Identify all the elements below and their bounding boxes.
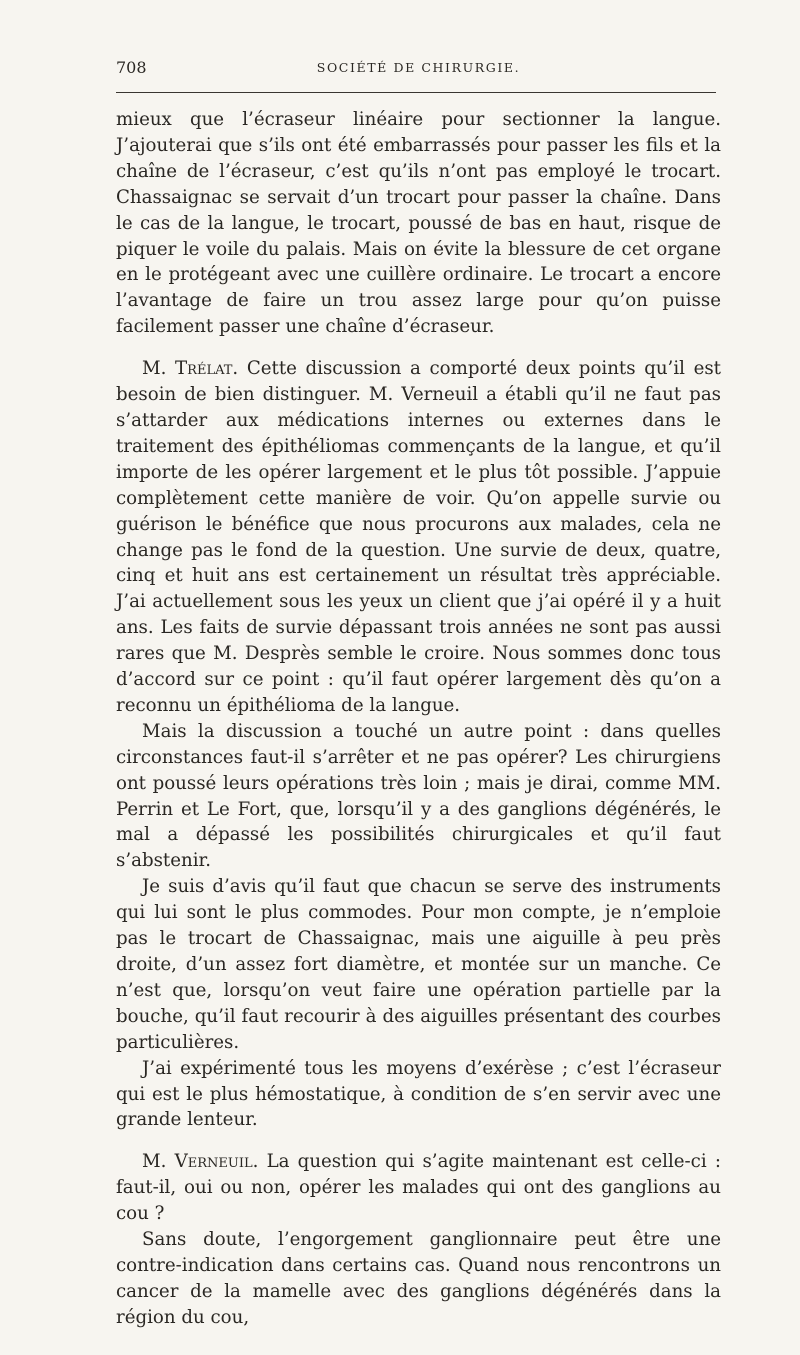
speaker-name-verneuil: Verneuil	[174, 1151, 253, 1173]
paragraph-4-text: Je suis d’avis qu’il faut que chacun se serve des instruments qui lui sont le plus commodes. Pour mon compte, je n’emploie pas le trocart de Chassaignac, mais une aiguille à peu près droite, d’un assez fort diamètre, et montée sur un manche. Ce n’est que, lorsqu’on veut faire une opération partielle par la bouche, qu’il faut recourir à des aiguilles présentant des courbes particulières.	[116, 876, 721, 1053]
page-number: 708	[116, 58, 147, 77]
speaker-prefix: M.	[142, 358, 176, 380]
paragraph-5-text: J’ai expérimenté tous les moyens d’exérèse ; c’est l’écraseur qui est le plus hémostatique, à condition de s’en servir avec une grande lenteur.	[116, 1057, 721, 1131]
paragraph-2	[116, 356, 721, 719]
paragraph-7	[116, 1227, 721, 1331]
speaker-name-trelat: Trélat	[175, 358, 233, 380]
paragraph-5	[116, 1056, 721, 1134]
paragraph-3	[116, 719, 721, 874]
speaker-prefix: M.	[142, 1151, 175, 1173]
paragraph-7-text: Sans doute, l’engorgement ganglionnaire peut être une contre-indication dans certains cas. Quand nous rencontrons un cancer de la mamelle avec des ganglions dégénérés dans la région du cou,	[116, 1229, 721, 1328]
paragraph-6	[116, 1149, 721, 1227]
paragraph-3-text: Mais la discussion a touché un autre point : dans quelles circonstances faut-il s’arrêter et ne pas opérer? Les chirurgiens ont poussé leurs opérations très loin ; mais je dirai, comme MM. Perrin et Le Fort, que, lorsqu’il y a des ganglions dégénérés, le mal a dépassé les possibilités chirurgicales et qu’il faut s’abstenir.	[116, 720, 721, 872]
paragraph-1-text: mieux que l’écraseur linéaire pour sectionner la langue. J’ajouterai que s’ils ont été embarrassés pour passer les fils et la chaîne de l’écraseur, c’est qu’ils n’ont pas employé le trocart. Chassaignac se servait d’un trocart pour passer la chaîne. Dans le cas de la langue, le trocart, poussé de bas en haut, risque de piquer le voile du palais. Mais on évite la blessure de cet organe en le protégeant avec une cuillère ordinaire. Le trocart a encore l’avantage de faire un trou assez large pour qu’on puisse facilement passer une chaîne d’écraseur.	[116, 109, 721, 338]
running-title: SOCIÉTÉ DE CHIRURGIE.	[316, 60, 521, 75]
paragraph-4	[116, 874, 721, 1055]
header-rule	[116, 92, 716, 93]
paragraph-2-text: . Cette discussion a comporté deux points qu’il est besoin de bien distinguer. M. Verneuil a établi qu’il ne faut pas s’attarder aux médications internes ou externes dans le traitement des épithéliomas commençants de la langue, et qu’il importe de les opérer largement et le plus tôt possible. J’appuie complètement cette manière de voir. Qu’on appelle survie ou guérison le bénéfice que nous procurons aux malades, cela ne change pas le fond de la question. Une survie de deux, quatre, cinq et huit ans est certainement un résultat très appréciable. J’ai actuellement sous les yeux un client que j’ai opéré il y a huit ans. Les faits de survie dépassant trois années ne sont pas aussi rares que M. Desprès semble le croire. Nous sommes donc tous d’accord sur ce point : qu’il faut opérer largement dès qu’on a reconnu un épithélioma de la langue.	[116, 358, 721, 716]
paragraph-1	[116, 107, 721, 340]
running-head	[116, 58, 721, 84]
paragraph-6-text: . La question qui s’agite maintenant est celle-ci : faut-il, oui ou non, opérer les malades qui ont des ganglions au cou ?	[116, 1151, 722, 1225]
book-page	[116, 58, 721, 1331]
body-text	[116, 107, 721, 1331]
